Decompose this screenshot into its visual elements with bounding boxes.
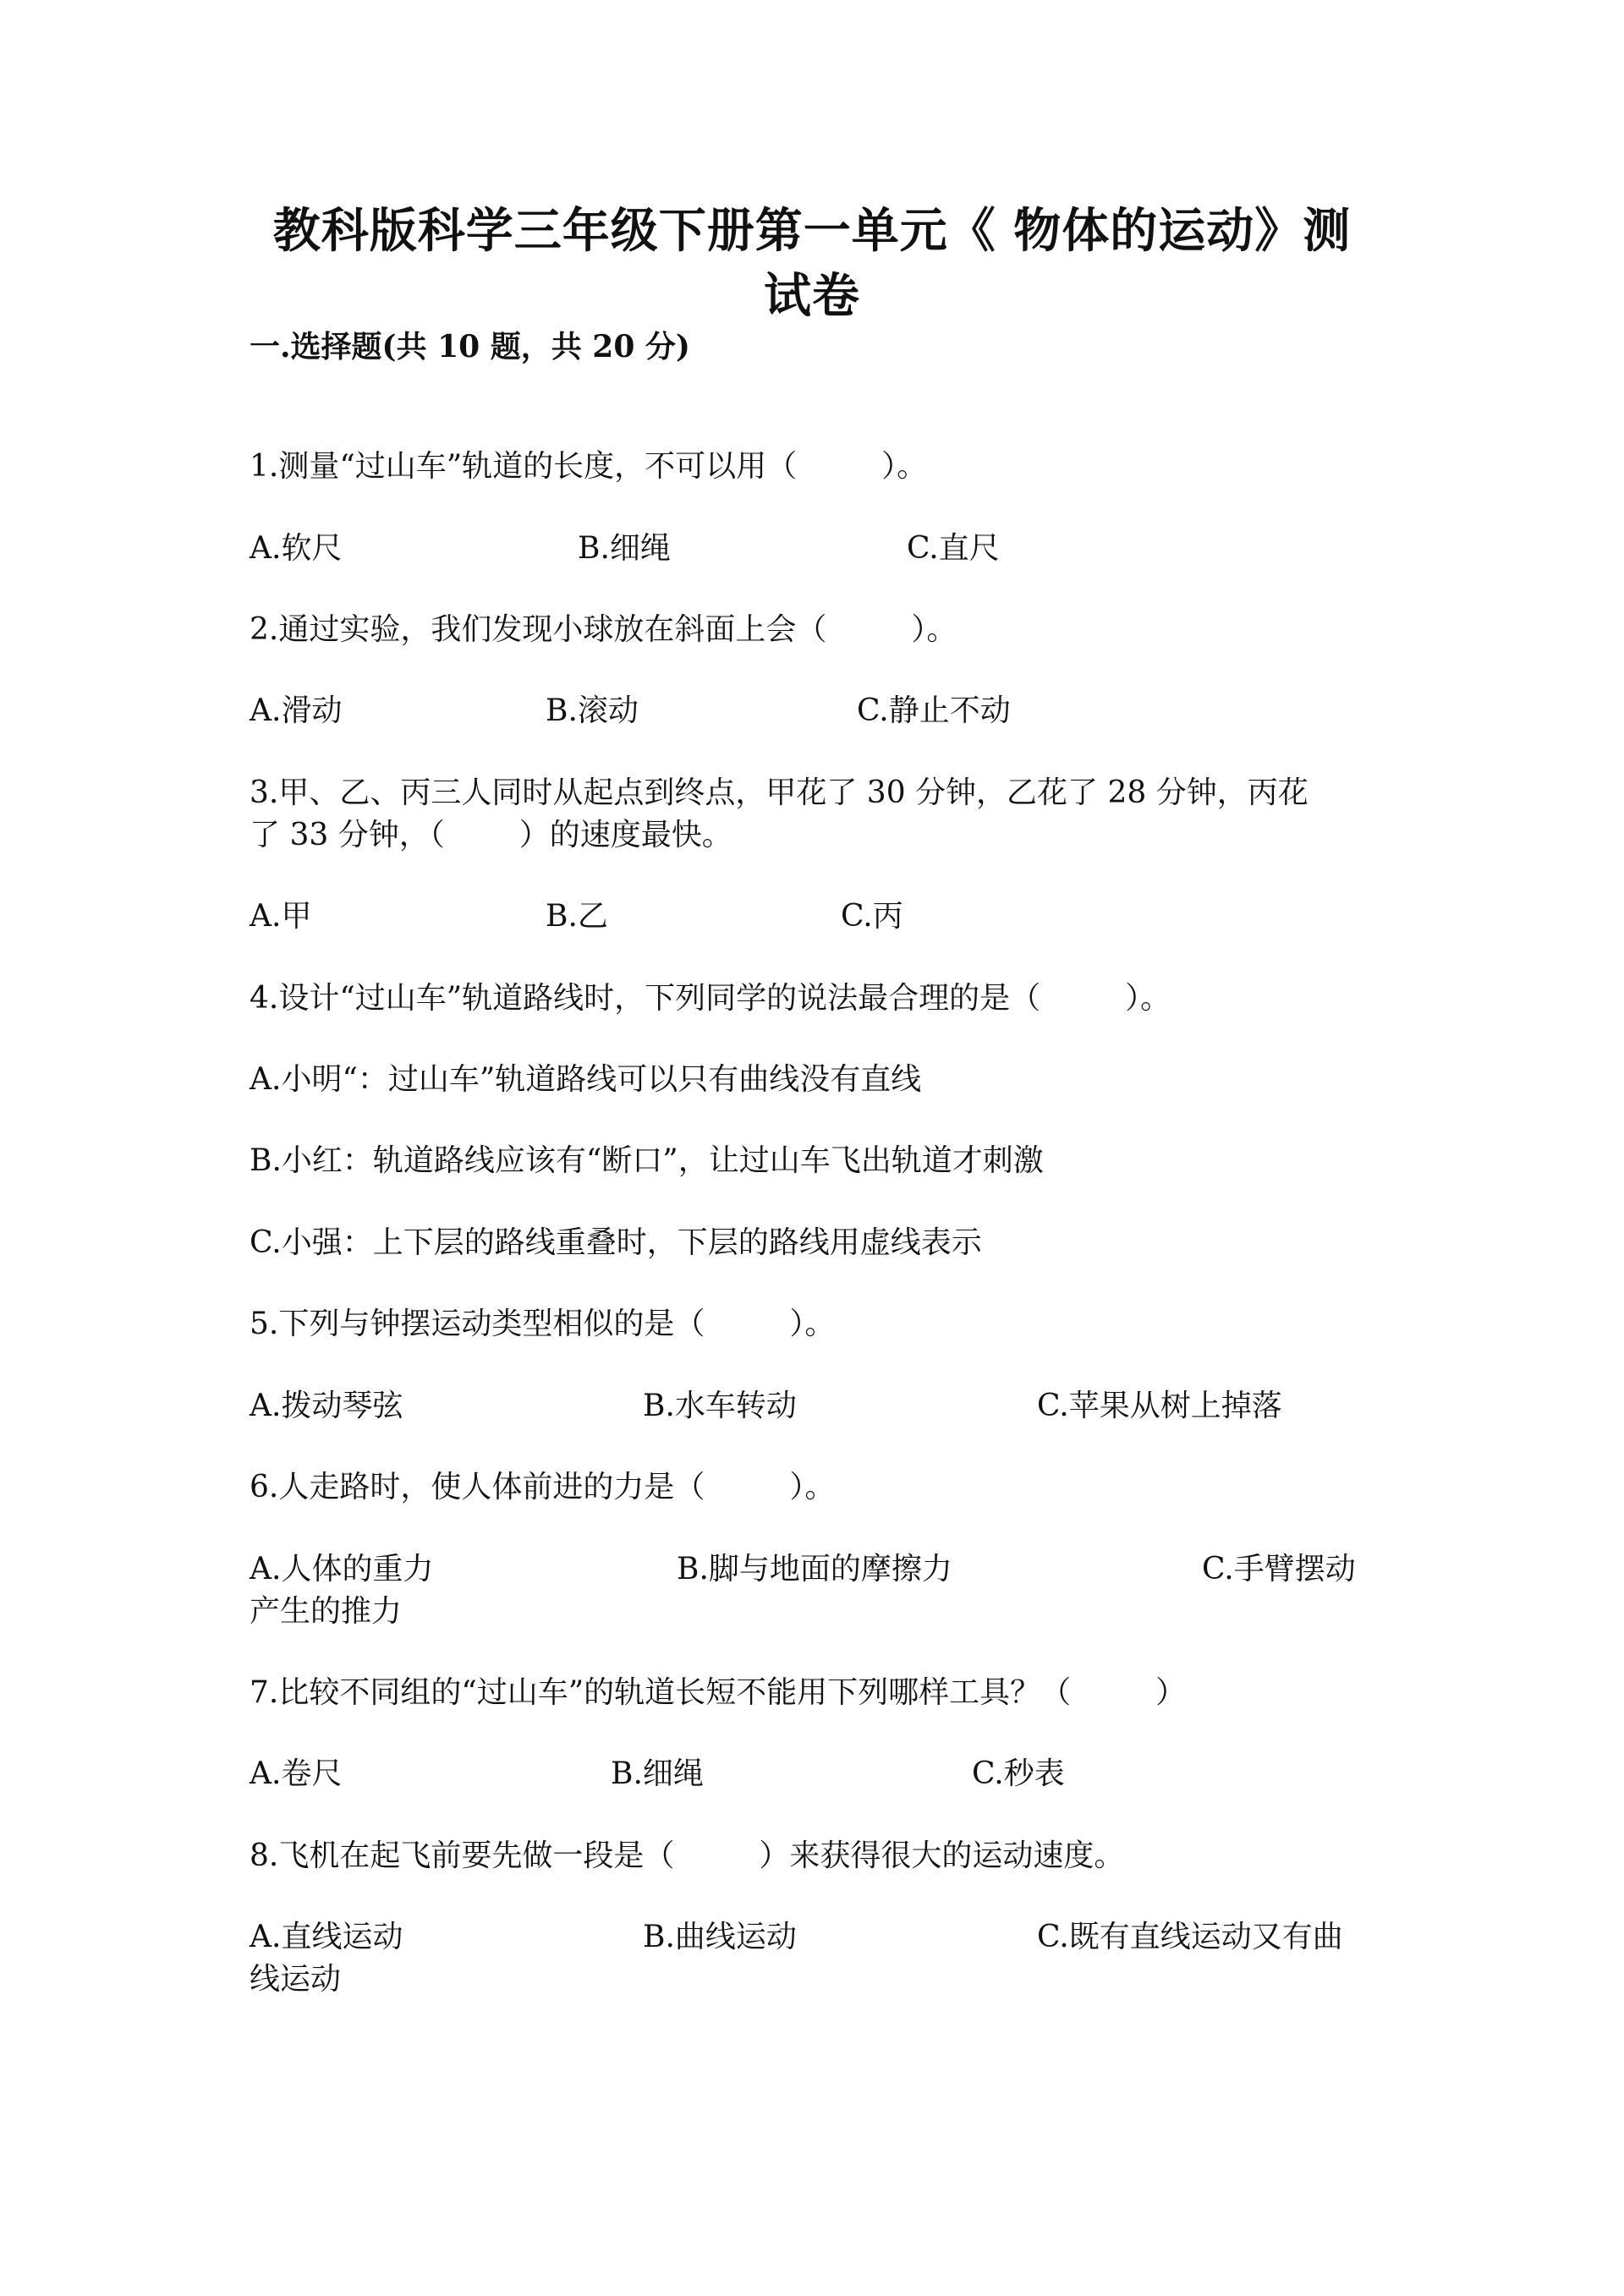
q6-option-c: C.手臂摆动 [1202,1552,1356,1586]
exam-title-line-2: 试卷 [764,268,860,324]
question-7-stem: 7.比较不同组的“过山车”的轨道长短不能用下列哪样工具？（ ） [250,1675,1187,1710]
q6-option-b: B.脚与地面的摩擦力 [677,1552,952,1586]
question-3-stem-line-2: 了 33 分钟，（ ）的速度最快。 [250,818,732,852]
question-1-stem: 1.测量“过山车”轨道的长度，不可以用（ ）。 [250,449,928,484]
q2-option-c: C.静止不动 [857,693,1011,728]
q3-option-a: A.甲 [250,899,312,934]
exam-title-line-1: 教科版科学三年级下册第一单元《 物体的运动》测 [272,203,1352,259]
question-8-stem: 8.飞机在起飞前要先做一段是（ ）来获得很大的运动速度。 [250,1838,1125,1873]
question-4-stem: 4.设计“过山车”轨道路线时，下列同学的说法最合理的是（ ）。 [250,981,1171,1016]
question-3-stem-line-1: 3.甲、乙、丙三人同时从起点到终点，甲花了 30 分钟，乙花了 28 分钟，丙花 [250,775,1309,810]
q5-option-a: A.拨动琴弦 [250,1389,403,1423]
q8-option-b: B.曲线运动 [643,1920,797,1954]
q8-option-a: A.直线运动 [250,1920,403,1954]
q5-option-b: B.水车转动 [643,1389,797,1423]
q1-option-b: B.细绳 [578,531,671,566]
q5-option-c: C.苹果从树上掉落 [1037,1389,1282,1423]
q1-option-a: A.软尺 [250,531,343,566]
question-6-stem: 6.人走路时，使人体前进的力是（ ）。 [250,1470,836,1504]
q4-option-a: A.小明“：过山车”轨道路线可以只有曲线没有直线 [250,1062,922,1097]
q2-option-b: B.滚动 [546,693,639,728]
q3-option-b: B.乙 [546,899,608,934]
q2-option-a: A.滑动 [250,693,343,728]
q1-option-c: C.直尺 [907,531,1000,566]
q8-option-c: C.既有直线运动又有曲 [1037,1920,1343,1954]
section-heading: 一.选择题(共 10 题，共 20 分) [250,329,690,364]
q4-option-b: B.小红：轨道路线应该有“断口”，让过山车飞出轨道才刺激 [250,1143,1044,1178]
question-5-stem: 5.下列与钟摆运动类型相似的是（ ）。 [250,1307,836,1341]
q3-option-c: C.丙 [841,899,903,934]
q8-option-c-wrap: 线运动 [250,1962,342,1997]
q7-option-c: C.秒表 [972,1756,1065,1791]
question-2-stem: 2.通过实验，我们发现小球放在斜面上会（ ）。 [250,612,957,647]
q6-option-c-wrap: 产生的推力 [250,1594,403,1629]
q6-option-a: A.人体的重力 [250,1552,434,1586]
q7-option-b: B.细绳 [611,1756,704,1791]
q7-option-a: A.卷尺 [250,1756,343,1791]
q4-option-c: C.小强：上下层的路线重叠时，下层的路线用虚线表示 [250,1225,982,1260]
